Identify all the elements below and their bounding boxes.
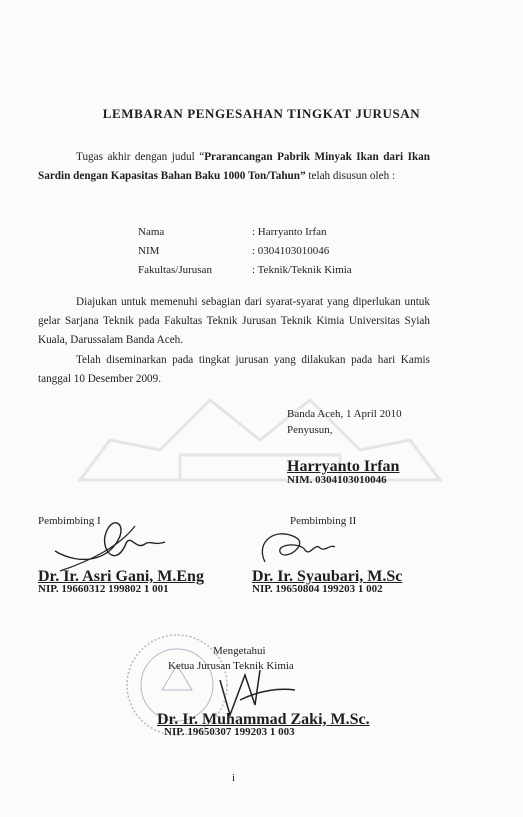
label-nim: NIM: [138, 245, 160, 257]
intro-lead: Tugas akhir dengan judul “: [76, 151, 205, 163]
page-title: LEMBARAN PENGESAHAN TINGKAT JURUSAN: [102, 106, 421, 121]
value-fakultas: : Teknik/Teknik Kimia: [252, 264, 352, 276]
supervisor1-nip: NIP. 19660312 199802 1 001: [38, 583, 169, 595]
seminar-paragraph: Telah diseminarkan pada tingkat jurusan yang dilakukan pada hari Kamis tanggal 10 Desember 2009.: [38, 354, 430, 385]
approval-name: Dr. Ir. Muhammad Zaki, M.Sc.: [157, 711, 370, 728]
author-role: Penyusun,: [287, 424, 333, 436]
supervisor2-name: Dr. Ir. Syaubari, M.Sc: [252, 568, 403, 585]
author-nim: NIM. 0304103010046: [287, 474, 387, 486]
approval-label: Mengetahui: [213, 645, 266, 657]
supervisor1-name: Dr. Ir. Asri Gani, M.Eng: [38, 568, 204, 585]
supervisor1-role: Pembimbing I: [38, 515, 101, 527]
thesis-title: Prarancangan Pabrik Minyak Ikan dari Ikan Sardin dengan Kapasitas Bahan Baku 1000 Ton/Tahun”: [38, 151, 430, 182]
intro-tail: telah disusun oleh :: [305, 170, 396, 182]
approval-role: Ketua Jurusan Teknik Kimia: [168, 660, 294, 672]
supervisor2-role: Pembimbing II: [290, 515, 357, 527]
submission-paragraph: Diajukan untuk memenuhi sebagian dari syarat-syarat yang diperlukan untuk gelar Sarjana Teknik pada Fakultas Teknik Jurusan Teknik Kimia Universitas Syiah Kuala, Darussalam Banda Aceh.: [38, 296, 430, 346]
value-nim: : 0304103010046: [252, 245, 330, 257]
label-fakultas: Fakultas/Jurusan: [138, 264, 212, 276]
university-watermark: [60, 380, 460, 500]
supervisor1-signature: [50, 506, 170, 576]
author-name: Harryanto Irfan: [287, 458, 400, 475]
intro-paragraph: [38, 148, 430, 186]
supervisor2-nip: NIP. 19650804 199203 1 002: [252, 583, 383, 595]
supervisor2-signature: [255, 522, 345, 572]
approval-nip: NIP. 19650307 199203 1 003: [164, 726, 295, 738]
page-number: i: [232, 772, 236, 784]
place-date: Banda Aceh, 1 April 2010: [287, 408, 402, 420]
label-nama: Nama: [138, 226, 165, 238]
value-nama: : Harryanto Irfan: [252, 226, 327, 238]
